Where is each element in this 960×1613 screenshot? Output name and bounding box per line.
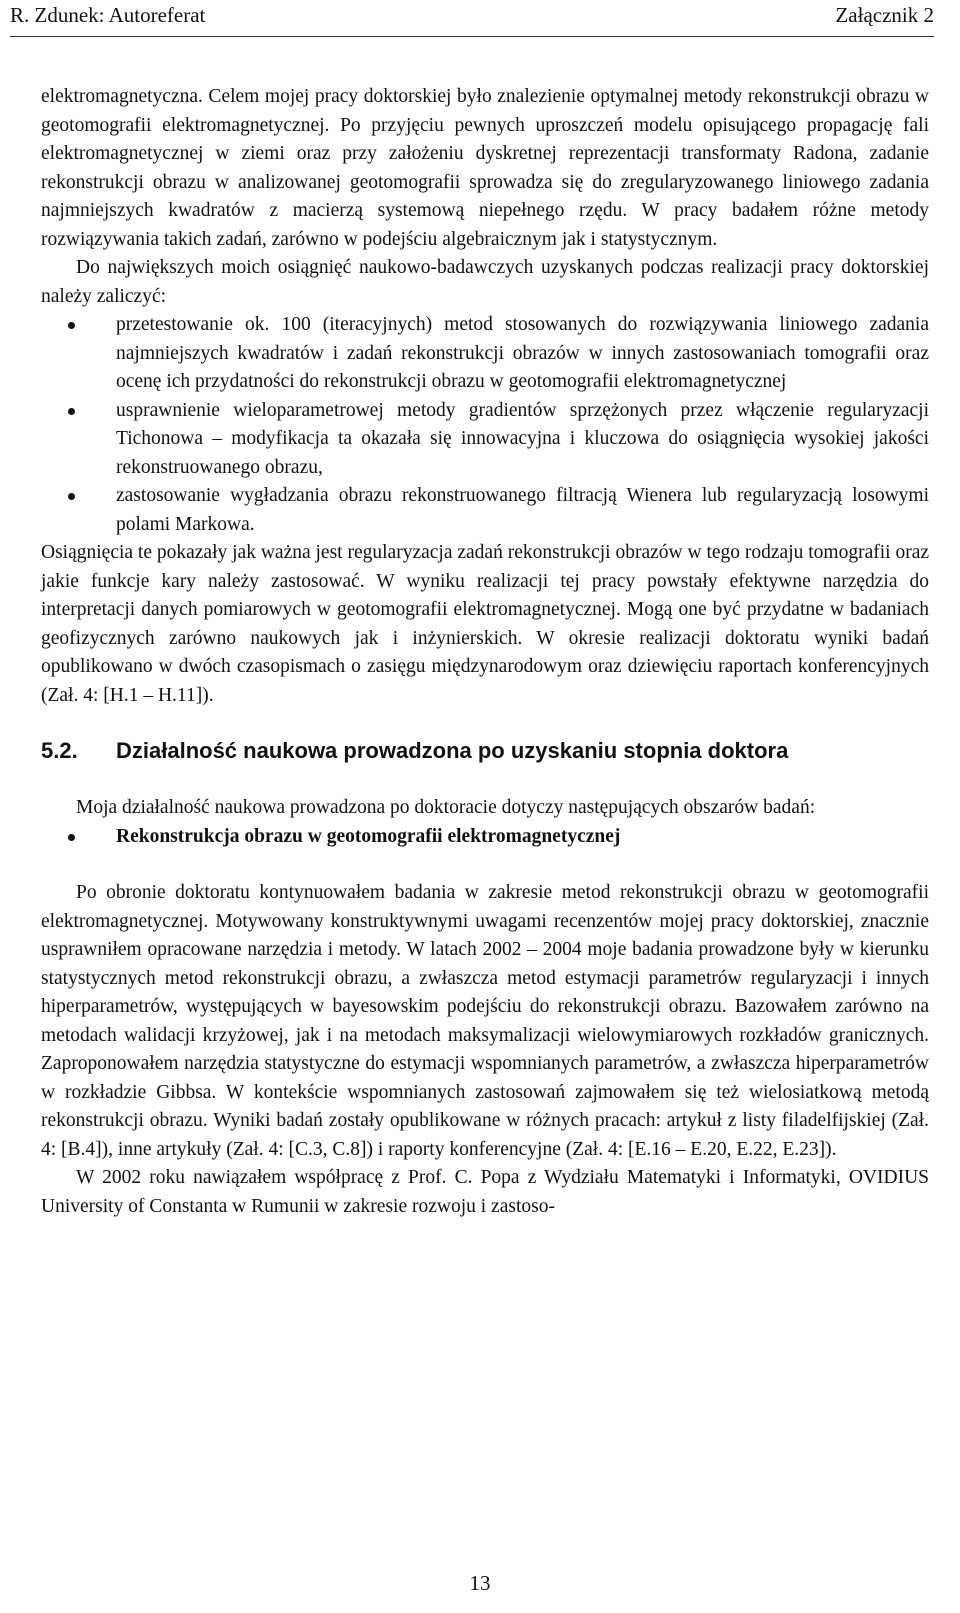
page-body: [41, 83, 929, 1221]
header-author: R. Zdunek: Autoreferat: [10, 3, 206, 27]
paragraph-post-doctoral: Po obronie doktoratu kontynuowałem badania w zakresie metod rekonstrukcji obrazu w geotomografii elektromagnetycznej. Motywowany konstruktywnymi uwagami recenzentów mojej pracy doktorskiej, znacznie usprawniłem opracowane narzędzia i metody. W latach 2002 – 2004 moje badania prowadzone były w kierunku statystycznych metod rekonstrukcji obrazu, a zwłaszcza metod estymacji parametrów regularyzacji i innych hiperparametrów, występujących w bayesowskim podejściu do rekonstrukcji obrazu. Bazowałem zarówno na metodach walidacji krzyżowej, jak i na metodach maksymalizacji wielowymiarowych rozkładów granicznych. Zaproponowałem narzędzia statystyczne do estymacji wspomnianych parametrów, a zwłaszcza hiperparametrów w rozkładzie Gibbsa. W kontekście wspomnianych zastosowań zajmowałem się też wielosiatkową metodą rekonstrukcji obrazu. Wyniki badań zostały opublikowane w różnych pracach: artykuł z listy filadelfijskiej (Zał. 4: [B.4]), inne artykuły (Zał. 4: [C.3, C.8]) i raporty konferencyjne (Zał. 4: [E.16 – E.20, E.22, E.23]).: [41, 882, 929, 1160]
list-item: usprawnienie wieloparametrowej metody gradientów sprzężonych przez włączenie regularyzacji Tichonowa – modyfikacja ta okazała się innowacyjna i kluczowa do osiągnięcia wysokiej jakości rekonstruowanego obrazu,: [41, 397, 929, 483]
section-title: Działalność naukowa prowadzona po uzyskaniu stopnia doktora: [116, 738, 789, 763]
section-heading: [41, 736, 929, 766]
list-item-research-area: Rekonstrukcja obrazu w geotomografii elektromagnetycznej: [41, 823, 929, 852]
paragraph-research-intro: Moja działalność naukowa prowadzona po doktoracie dotyczy następujących obszarów badań:: [76, 797, 816, 818]
list-item: przetestowanie ok. 100 (iteracyjnych) metod stosowanych do rozwiązywania liniowego zadania najmniejszych kwadratów i zadań rekonstrukcji obrazów w innych zastosowaniach tomografii oraz ocenę ich przydatności do rekonstrukcji obrazu w geotomografii elektromagnetycznej: [41, 311, 929, 397]
research-areas-list: [41, 823, 929, 852]
achievements-list: [41, 311, 929, 539]
paragraph-thesis-goal: elektromagnetyczna. Celem mojej pracy doktorskiej było znalezienie optymalnej metody rekonstrukcji obrazu w geotomografii elektromagnetycznej. Po przyjęciu pewnych uproszczeń modelu opisującego propagację fali elektromagnetycznej w ziemi oraz przy założeniu dyskretnej reprezentacji transformaty Radona, zadanie rekonstrukcji obrazu w analizowanej geotomografii sprowadza się do zregularyzowanego liniowego zadania najmniejszych kwadratów z macierzą systemową niepełnego rzędu. W pracy badałem różne metody rozwiązywania takich zadań, zarówno w podejściu algebraicznym jak i statystycznym.: [41, 86, 929, 250]
paragraph-cooperation: W 2002 roku nawiązałem współpracę z Prof. C. Popa z Wydziału Matematyki i Informatyki, OVIDIUS University of Constanta w Rumunii w zakresie rozwoju i zastoso-: [41, 1167, 929, 1217]
page-header: [10, 0, 934, 37]
paragraph-conclusions: Osiągnięcia te pokazały jak ważna jest regularyzacja zadań rekonstrukcji obrazów w tego rodzaju tomografii oraz jakie funkcje kary należy zastosować. W wyniku realizacji tej pracy powstały efektywne narzędzia do interpretacji danych pomiarowych w geotomografii elektromagnetycznej. Mogą one być przydatne w badaniach geofizycznych zarówno naukowych jak i inżynierskich. W okresie realizacji doktoratu wyniki badań opublikowano w dwóch czasopismach o zasięgu międzynarodowym oraz dziewięciu raportach konferencyjnych (Zał. 4: [H.1 – H.11]).: [41, 542, 929, 706]
list-item: zastosowanie wygładzania obrazu rekonstruowanego filtracją Wienera lub regularyzacją losowymi polami Markowa.: [41, 482, 929, 539]
section-number: 5.2.: [41, 738, 78, 763]
paragraph-achievements-intro: Do największych moich osiągnięć naukowo-badawczych uzyskanych podczas realizacji pracy doktorskiej należy zaliczyć:: [41, 257, 929, 307]
header-attachment: Załącznik 2: [835, 3, 934, 27]
page-number: 13: [469, 1571, 491, 1595]
